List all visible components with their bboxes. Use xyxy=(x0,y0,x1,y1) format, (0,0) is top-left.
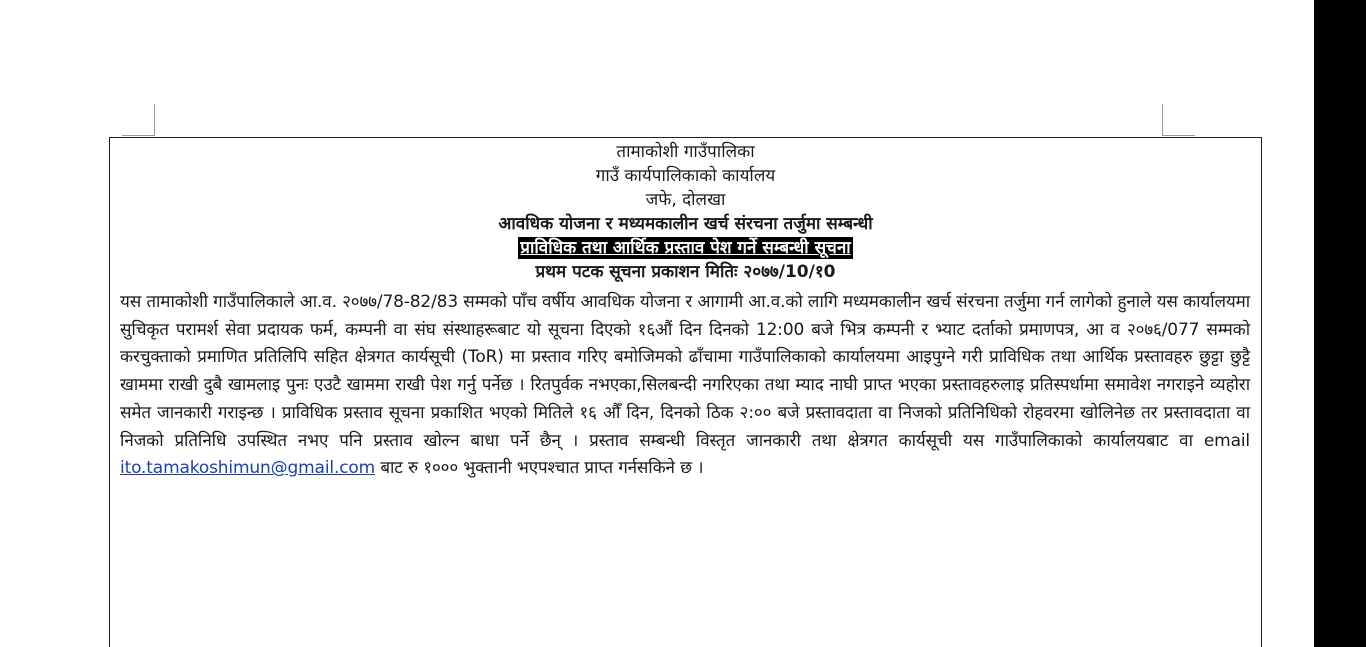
notice-subject: आवधिक योजना र मध्यमकालीन खर्च संरचना तर्जुमा सम्बन्धी xyxy=(498,214,873,234)
notice-body xyxy=(120,289,1250,483)
office-name: गाउँ कार्यपालिकाको कार्यालय xyxy=(595,166,776,186)
notice-header xyxy=(110,140,1261,284)
crop-mark-right-horizontal xyxy=(1163,135,1195,136)
side-bar xyxy=(1314,0,1366,647)
notice-body-text: यस तामाकोशी गाउँपालिकाले आ.व. २०७७/78-82/83 सम्मको पाँच वर्षीय आवधिक योजना र आगामी आ.व.को लागि मध्यमकालीन खर्च संरचना तर्जुमा गर्न लागेको हुनाले यस कार्यालयमा सुचिकृत परामर्श सेवा प्रदायक फर्म, कम्पनी वा संघ संस्थाहरूबाट यो सूचना दिएको १६औं दिन दिनको 12:00 बजे भित्र कम्पनी र भ्याट दर्ताको प्रमाणपत्र, आ व २०७६/077 सम्मको करचुक्ताको प्रमाणित प्रतिलिपि सहित क्षेत्रगत कार्यसूची (ToR) मा प्रस्ताव गरिए बमोजिमको ढाँचामा गाउँपालिकाको कार्यालयमा आइपुग्ने गरी प्राविधिक तथा आर्थिक प्रस्तावहरु छुट्टा छुट्टै खाममा राखी दुबै खामलाइ पुनः एउटै खाममा राखी पेश गर्नु पर्नेछ । रितपुर्वक नभएका,सिलबन्दी नगरिएका तथा म्याद नाघी प्राप्त भएका प्रस्तावहरुलाइ प्रतिस्पर्धामा समावेश नगराइने व्यहोरा समेत जानकारी गराइन्छ । प्राविधिक प्रस्ताव सूचना प्रकाशित भएको मितिले १६ औँ दिन, दिनको ठिक २:०० बजे प्रस्तावदाता वा निजको प्रतिनिधिको रोहवरमा खोलिनेछ तर प्रस्तावदाता वा निजको प्रतिनिधि उपस्थित नभए पनि प्रस्ताव खोल्न बाधा पर्ने छैन् । प्रस्ताव सम्बन्धी विस्तृत जानकारी तथा क्षेत्रगत कार्यसूची यस गाउँपालिकाको कार्यालयबाट वा email xyxy=(120,292,1250,451)
publication-date: प्रथम पटक सूचना प्रकाशन मितिः २०७७/10/१0 xyxy=(535,262,836,282)
crop-mark-left xyxy=(154,104,155,136)
notice-page xyxy=(109,137,1262,647)
email-link[interactable]: ito.tamakoshimun@gmail.com xyxy=(120,458,376,479)
notice-title-highlighted: प्राविधिक तथा आर्थिक प्रस्ताव पेश गर्ने सम्बन्धी सूचना xyxy=(520,238,851,258)
municipality-name: तामाकोशी गाउँपालिका xyxy=(616,142,755,162)
notice-body-tail: बाट रु १००० भुक्तानी भएपश्चात प्राप्त गर्नसकिने छ । xyxy=(375,458,704,479)
office-location: जफे, दोलखा xyxy=(645,190,726,210)
crop-mark-right xyxy=(1162,104,1163,136)
crop-mark-left-horizontal xyxy=(122,135,154,136)
